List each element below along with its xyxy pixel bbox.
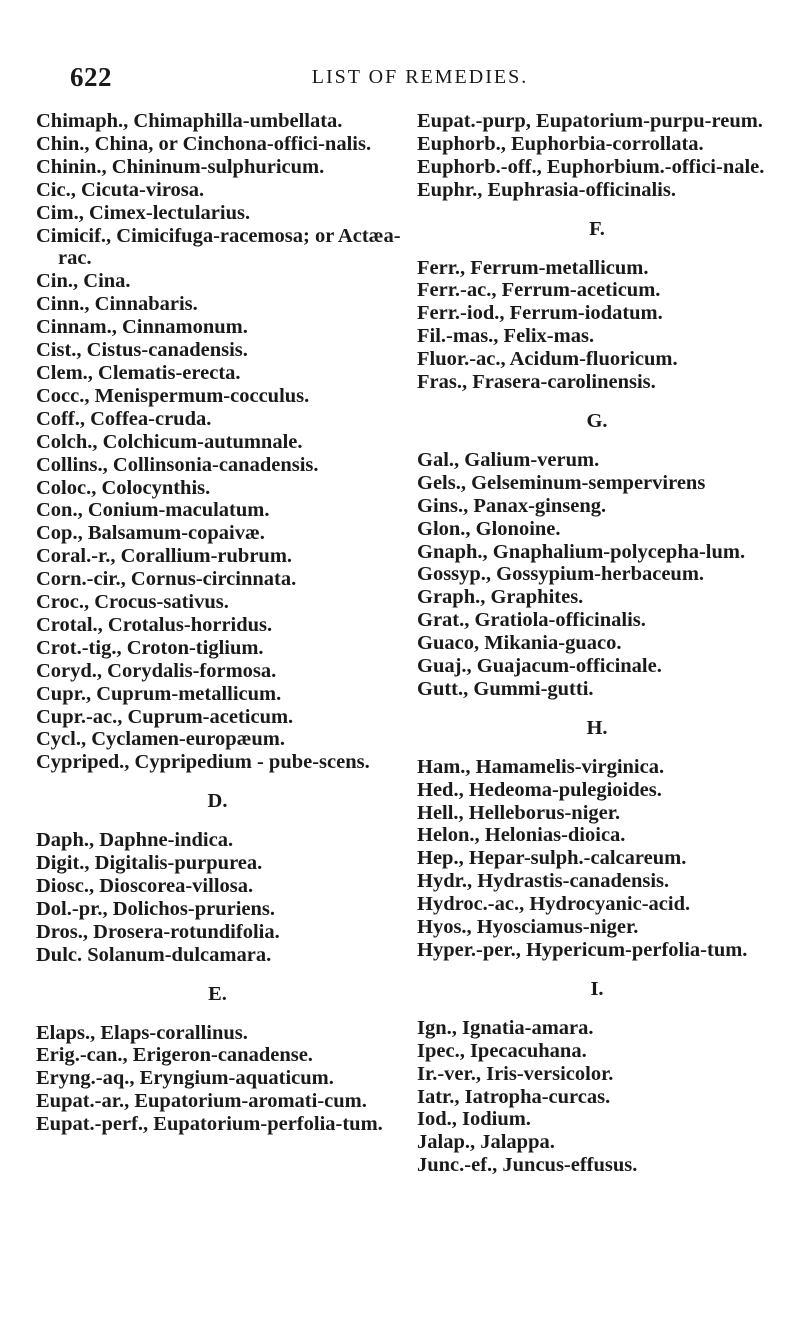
remedy-entry: Clem., Clematis-erecta.	[36, 361, 241, 384]
remedy-entry: Junc.-ef., Juncus-effusus.	[417, 1154, 638, 1177]
remedy-entry: Corn.-cir., Cornus-circinnata.	[36, 568, 297, 591]
remedy-entry: Erig.-can., Erigeron-canadense.	[36, 1044, 313, 1067]
remedy-entry: Gnaph., Gnaphalium-polycepha-lum.	[417, 540, 746, 563]
remedy-entry: Elaps., Elaps-corallinus.	[36, 1021, 248, 1044]
remedy-entry: Coral.-r., Corallium-rubrum.	[36, 545, 293, 568]
section-spacer	[417, 701, 789, 717]
remedy-entry: Hep., Hepar-sulph.-calcareum.	[417, 847, 687, 870]
section-spacer	[417, 433, 789, 449]
remedy-entry: Chin., China, or Cinchona-offici-nalis.	[36, 132, 372, 155]
remedy-entry: Hyos., Hyosciamus-niger.	[417, 916, 639, 939]
remedy-entry: Euphorb.-off., Euphorbium.-offici-nale.	[417, 155, 765, 178]
section-letter: H.	[586, 716, 608, 739]
remedy-entry: Eupat.-ar., Eupatorium-aromati-cum.	[36, 1090, 367, 1113]
remedy-entry: Diosc., Dioscorea-villosa.	[36, 875, 254, 897]
remedy-entry: Fluor.-ac., Acidum-fluoricum.	[417, 348, 678, 371]
remedy-entry: Cocc., Menispermum-cocculus.	[36, 384, 310, 407]
remedy-entry: Daph., Daphne-indica.	[36, 829, 234, 852]
remedy-entry: Ign., Ignatia-amara.	[417, 1016, 594, 1039]
remedy-entry: Cinnam., Cinnamonum.	[36, 316, 248, 339]
right-column	[417, 110, 789, 1177]
remedy-entry: Cycl., Cyclamen-europæum.	[36, 728, 286, 751]
remedy-entry: Hell., Helleborus-niger.	[417, 801, 621, 824]
remedy-entry: Dros., Drosera-rotundifolia.	[36, 920, 280, 943]
section-spacer	[417, 202, 789, 218]
remedy-entry: Ham., Hamamelis-virginica.	[417, 755, 665, 778]
remedy-entry: Gels., Gelseminum-sempervirens	[417, 471, 706, 494]
running-title: LIST OF REMEDIES.	[311, 66, 529, 88]
section-letter: I.	[590, 977, 604, 1000]
section-spacer	[36, 813, 411, 829]
remedy-entry: Colch., Colchicum-autumnale.	[36, 430, 303, 453]
remedy-entry: Iod., Iodium.	[417, 1108, 531, 1131]
remedy-entry: Coryd., Corydalis-formosa.	[36, 659, 277, 682]
remedy-entry: Glon., Glonoine.	[417, 517, 561, 540]
remedy-entry: Iatr., Iatropha-curcas.	[417, 1085, 611, 1108]
remedy-entry: Collins., Collinsonia-canadensis.	[36, 453, 319, 476]
remedy-entry: Cim., Cimex-lectularius.	[36, 201, 251, 224]
remedy-entry: Crot.-tig., Croton-tiglium.	[36, 636, 264, 659]
remedy-entry: Eupat.-purp, Eupatorium-purpu-reum.	[417, 110, 763, 132]
remedy-entry: Guaco, Mikania-guaco.	[417, 632, 622, 655]
remedy-entry: Digit., Digitalis-purpurea.	[36, 852, 263, 875]
remedy-entry: Crotal., Crotalus-horridus.	[36, 613, 273, 636]
section-spacer	[36, 967, 411, 983]
remedy-entry: Dulc. Solanum-dulcamara.	[36, 943, 272, 966]
remedy-entry: Coloc., Colocynthis.	[36, 476, 211, 499]
remedy-entry: Cupr.-ac., Cuprum-aceticum.	[36, 705, 294, 728]
remedy-entry: Coff., Coffea-cruda.	[36, 407, 212, 430]
remedy-entry: Eryng.-aq., Eryngium-aquaticum.	[36, 1067, 334, 1090]
remedy-entry: Dol.-pr., Dolichos-pruriens.	[36, 897, 275, 920]
remedy-entry: Guaj., Guajacum-officinale.	[417, 655, 662, 678]
remedy-entry: Euphorb., Euphorbia-corrollata.	[417, 132, 704, 155]
remedy-entry: Con., Conium-maculatum.	[36, 499, 270, 522]
remedy-entry: Cupr., Cuprum-metallicum.	[36, 682, 282, 705]
remedy-entry: Grat., Gratiola-officinalis.	[417, 609, 646, 632]
remedy-entry: Jalap., Jalappa.	[417, 1131, 555, 1154]
remedy-entry: Chimaph., Chimaphilla-umbellata.	[36, 110, 343, 132]
remedy-entry: Ferr., Ferrum-metallicum.	[417, 256, 649, 279]
remedy-entry: Gins., Panax-ginseng.	[417, 494, 607, 517]
remedy-entry: Ir.-ver., Iris-versicolor.	[417, 1062, 614, 1085]
section-spacer	[417, 740, 789, 756]
section-letter: E.	[208, 982, 227, 1005]
remedy-entry: Ferr.-iod., Ferrum-iodatum.	[417, 302, 663, 325]
section-spacer	[36, 1006, 411, 1022]
remedy-entry: Ipec., Ipecacuhana.	[417, 1039, 587, 1062]
section-letter: F.	[589, 217, 605, 240]
section-spacer	[417, 394, 789, 410]
remedy-entry: Ferr.-ac., Ferrum-aceticum.	[417, 279, 661, 302]
left-column	[36, 110, 411, 1136]
remedy-entry: Cop., Balsamum-copaivæ.	[36, 522, 265, 545]
remedy-entry: Helon., Helonias-dioica.	[417, 824, 626, 847]
page-number: 622	[70, 62, 112, 92]
remedy-entry: Cin., Cina.	[36, 270, 131, 293]
section-spacer	[417, 241, 789, 257]
remedy-entry: Cypriped., Cypripedium - pube-scens.	[36, 751, 370, 774]
remedy-entry: Croc., Crocus-sativus.	[36, 591, 229, 614]
remedy-entry: Cinn., Cinnabaris.	[36, 293, 198, 316]
remedy-entry: Chinin., Chininum-sulphuricum.	[36, 155, 325, 178]
remedy-entry: Gal., Galium-verum.	[417, 448, 600, 471]
remedy-entry: Gutt., Gummi-gutti.	[417, 677, 594, 700]
section-letter: D.	[207, 790, 228, 813]
remedy-entry: Hydroc.-ac., Hydrocyanic-acid.	[417, 893, 691, 916]
remedy-entry: Gossyp., Gossypium-herbaceum.	[417, 563, 705, 586]
remedy-entry: Hyper.-per., Hypericum-perfolia-tum.	[417, 939, 748, 961]
remedy-entry: Eupat.-perf., Eupatorium-perfolia-tum.	[36, 1113, 383, 1136]
section-spacer	[417, 1001, 789, 1017]
remedy-entry: Cist., Cistus-canadensis.	[36, 339, 248, 362]
remedy-entry: Euphr., Euphrasia-officinalis.	[417, 178, 676, 201]
remedy-entry: Fras., Frasera-carolinensis.	[417, 371, 656, 394]
remedy-entry: Hydr., Hydrastis-canadensis.	[417, 870, 670, 893]
page-header	[0, 62, 800, 94]
remedy-entry: Cic., Cicuta-virosa.	[36, 178, 205, 201]
section-letter: G.	[586, 409, 608, 432]
remedy-entry: Hed., Hedeoma-pulegioides.	[417, 778, 662, 801]
remedy-entry: Graph., Graphites.	[417, 586, 584, 609]
section-spacer	[417, 962, 789, 978]
remedy-entry: Fil.-mas., Felix-mas.	[417, 325, 595, 348]
remedy-entry: Cimicif., Cimicifuga-racemosa; or Actæa-rac.	[36, 224, 401, 270]
section-spacer	[36, 774, 411, 790]
